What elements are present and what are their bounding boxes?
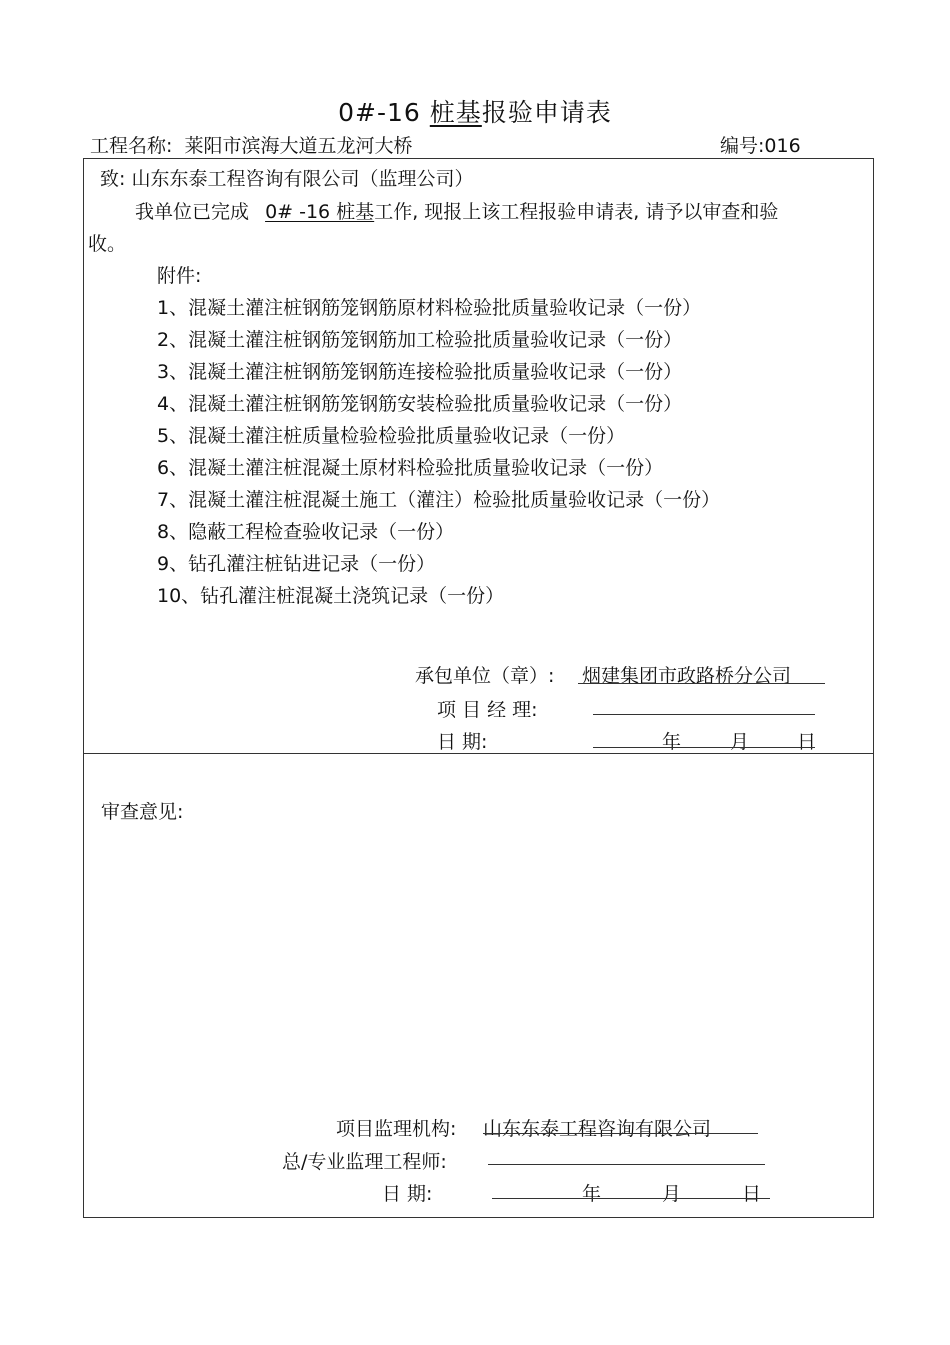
attachment-item: 1、混凝土灌注桩钢筋笼钢筋原材料检验批质量验收记录（一份） bbox=[157, 297, 702, 319]
manager-signature-line[interactable] bbox=[593, 714, 815, 715]
body-prefix: 我单位已完成 bbox=[135, 201, 250, 223]
project-name-row bbox=[90, 131, 412, 158]
addressee-row bbox=[100, 164, 473, 191]
contractor-label: 承包单位（章）: bbox=[415, 665, 555, 687]
review-date-day: 日 bbox=[742, 1183, 762, 1205]
agency-label: 项目监理机构: bbox=[336, 1118, 457, 1140]
review-opinion-label: 审查意见: bbox=[101, 801, 184, 823]
project-label: 工程名称: bbox=[90, 135, 173, 157]
attachment-item: 4、混凝土灌注桩钢筋笼钢筋安装检验批质量验收记录（一份） bbox=[157, 393, 683, 415]
review-date-month: 月 bbox=[662, 1183, 682, 1205]
attachment-item: 8、隐蔽工程检查验收记录（一份） bbox=[157, 521, 455, 543]
page-title bbox=[0, 93, 950, 129]
engineer-label: 总/专业监理工程师: bbox=[282, 1151, 447, 1173]
body-wrap: 收。 bbox=[88, 233, 127, 255]
attachment-item: 5、混凝土灌注桩质量检验检验批质量验收记录（一份） bbox=[157, 425, 626, 447]
attachment-item: 7、混凝土灌注桩混凝土施工（灌注）检验批质量验收记录（一份） bbox=[157, 489, 721, 511]
review-date-line[interactable] bbox=[492, 1198, 770, 1199]
to-company: 山东东泰工程咨询有限公司（监理公司） bbox=[131, 168, 474, 190]
number-value: 016 bbox=[764, 135, 801, 157]
review-date-label: 日 期: bbox=[382, 1183, 433, 1205]
to-label: 致: bbox=[100, 168, 126, 190]
application-body bbox=[135, 197, 778, 224]
attachment-item: 6、混凝土灌注桩混凝土原材料检验批质量验收记录（一份） bbox=[157, 457, 664, 479]
attachment-item: 9、钻孔灌注桩钻进记录（一份） bbox=[157, 553, 436, 575]
body-suffix: 工作, 现报上该工程报验申请表, 请予以审查和验 bbox=[374, 201, 779, 223]
engineer-signature-line[interactable] bbox=[488, 1164, 765, 1165]
contractor-date-day: 日 bbox=[797, 731, 817, 753]
title-prefix: 0#-16 bbox=[338, 98, 421, 127]
contractor-date-year: 年 bbox=[662, 731, 682, 753]
agency-value: 山东东泰工程咨询有限公司 bbox=[483, 1118, 712, 1140]
body-item: 0# -16 桩基 bbox=[265, 201, 375, 223]
attachment-item: 3、混凝土灌注桩钢筋笼钢筋连接检验批质量验收记录（一份） bbox=[157, 361, 683, 383]
contractor-underline bbox=[578, 683, 825, 684]
review-date-year: 年 bbox=[582, 1183, 602, 1205]
contractor-date-month: 月 bbox=[730, 731, 750, 753]
contractor-value: 烟建集团市政路桥分公司 bbox=[582, 665, 792, 687]
contractor-date-label: 日 期: bbox=[437, 731, 488, 753]
review-opinion-area[interactable] bbox=[101, 825, 861, 1095]
agency-underline bbox=[483, 1133, 758, 1134]
title-suffix: 报验申请表 bbox=[481, 98, 612, 127]
manager-label: 项 目 经 理: bbox=[437, 699, 538, 721]
attachment-item: 10、钻孔灌注桩混凝土浇筑记录（一份） bbox=[157, 585, 505, 607]
project-name: 莱阳市滨海大道五龙河大桥 bbox=[184, 135, 413, 157]
attachments-label: 附件: bbox=[157, 265, 202, 287]
document-number bbox=[720, 131, 801, 158]
contractor-date-line[interactable] bbox=[593, 747, 815, 748]
number-label: 编号: bbox=[720, 135, 765, 157]
attachment-item: 2、混凝土灌注桩钢筋笼钢筋加工检验批质量验收记录（一份） bbox=[157, 329, 683, 351]
title-underlined: 桩基 bbox=[429, 98, 482, 127]
